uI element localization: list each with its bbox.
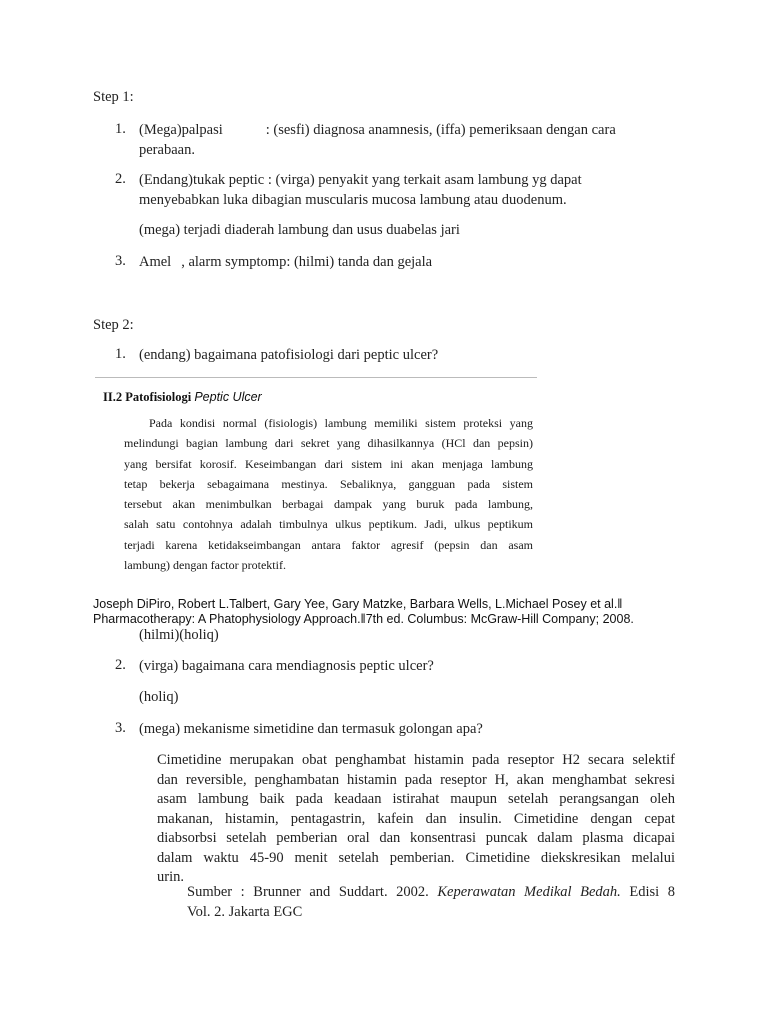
excerpt-line: terjadi karena ketidakseimbangan antara faktor agresif (pepsin dan asam [124,537,533,552]
answer-paragraph [157,751,675,888]
source-citation: Sumber : Brunner and Suddart. 2002. Keperawatan Medikal Bedah. Edisi 8 Vol. 2. Jakarta EGC [187,884,676,920]
item-note: (mega) terjadi diaderah lambung dan usus duabelas jari [139,222,460,238]
list-number: 2. [115,657,126,673]
list-item [139,121,679,160]
pasted-excerpt [95,377,537,580]
list-number: 3. [115,253,126,269]
answer-line: makanan, histamin, pentagastrin, kafein dan insulin. Cimetidine dengan cepat [157,810,675,827]
answer-line: diabsorbsi setelah pemberian oral dan konsentrasi puncak dalam plasma dicapai [157,830,675,846]
step2-heading: Step 2: [93,317,134,333]
definition: , alarm symptomp: (hilmi) tanda dan gejala [181,254,433,270]
answer-line: asam lambung baik pada keadaan istirahat maupun setelah perangsangan oleh [157,791,675,807]
definition-continued: perabaan. [139,141,195,158]
excerpt-line: tersebut akan menimbulkan berbagai dampak yang buruk pada lambung, [124,497,533,512]
divider [95,377,537,378]
answer-line: urin. [157,869,184,885]
excerpt-line: lambung) dengan factor protektif. [124,558,286,573]
list-item [139,171,679,210]
excerpt-body [124,413,533,575]
term: Amel [139,254,172,270]
reference: Joseph DiPiro, Robert L.Talbert, Gary Yee, Gary Matzke, Barbara Wells, L.Michael Posey et al.‖ Pharmacotherapy: A Phatophysiology Approach.‖7th ed. Columbus: McGraw-Hill Company; 2008. [93,597,634,626]
term: (Mega)palpasi [139,122,223,138]
definition: : (sesfi) diagnosa anamnesis, (iffa) pemeriksaan dengan cara [265,122,616,138]
excerpt-line: Pada kondisi normal (fisiologis) lambung memiliki sistem proteksi yang [149,416,533,430]
excerpt-line: tetap bekerja sebagaimana mestinya. Sebaliknya, gangguan pada sistem [124,476,533,491]
excerpt-heading: II.2 Patofisiologi Peptic Ulcer [103,390,262,404]
list-number: 3. [115,720,126,736]
item-line: (Endang)tukak peptic : (virga) penyakit yang terkait asam lambung yg dapat [139,172,582,188]
step1-heading: Step 1: [93,89,134,105]
list-number: 1. [115,346,126,362]
question: (endang) bagaimana patofisiologi dari peptic ulcer? [139,347,439,363]
question: (mega) mekanisme simetidine dan termasuk golongan apa? [139,721,483,737]
question: (virga) bagaimana cara mendiagnosis peptic ulcer? [139,658,434,674]
answer-line: Cimetidine merupakan obat penghambat histamin pada reseptor H2 secara selektif [157,752,675,768]
list-number: 1. [115,121,126,137]
list-item [139,253,432,273]
excerpt-line: salah satu contohnya adalah timbulnya ulkus peptikum. Jadi, ulkus peptikum [124,517,533,532]
answer-line: dan reversible, penghambatan histamin pada reseptor H, akan menghambat sekresi [157,771,675,788]
list-number: 2. [115,171,126,187]
excerpt-line: melindungi bagian lambung dari sekret yang dihasilkannya (HCl dan pepsin) [124,436,533,451]
answer: (holiq) [139,689,179,705]
item-line: menyebabkan luka dibagian muscularis mucosa lambung atau duodenum. [139,191,567,208]
answer: (hilmi)(holiq) [139,627,219,643]
answer-line: dalam waktu 45-90 menit setelah pemberian. Cimetidine diekskresikan melalui [157,849,675,866]
excerpt-line: yang bersifat korosif. Keseimbangan dari sistem ini akan menjaga lambung [124,456,533,471]
